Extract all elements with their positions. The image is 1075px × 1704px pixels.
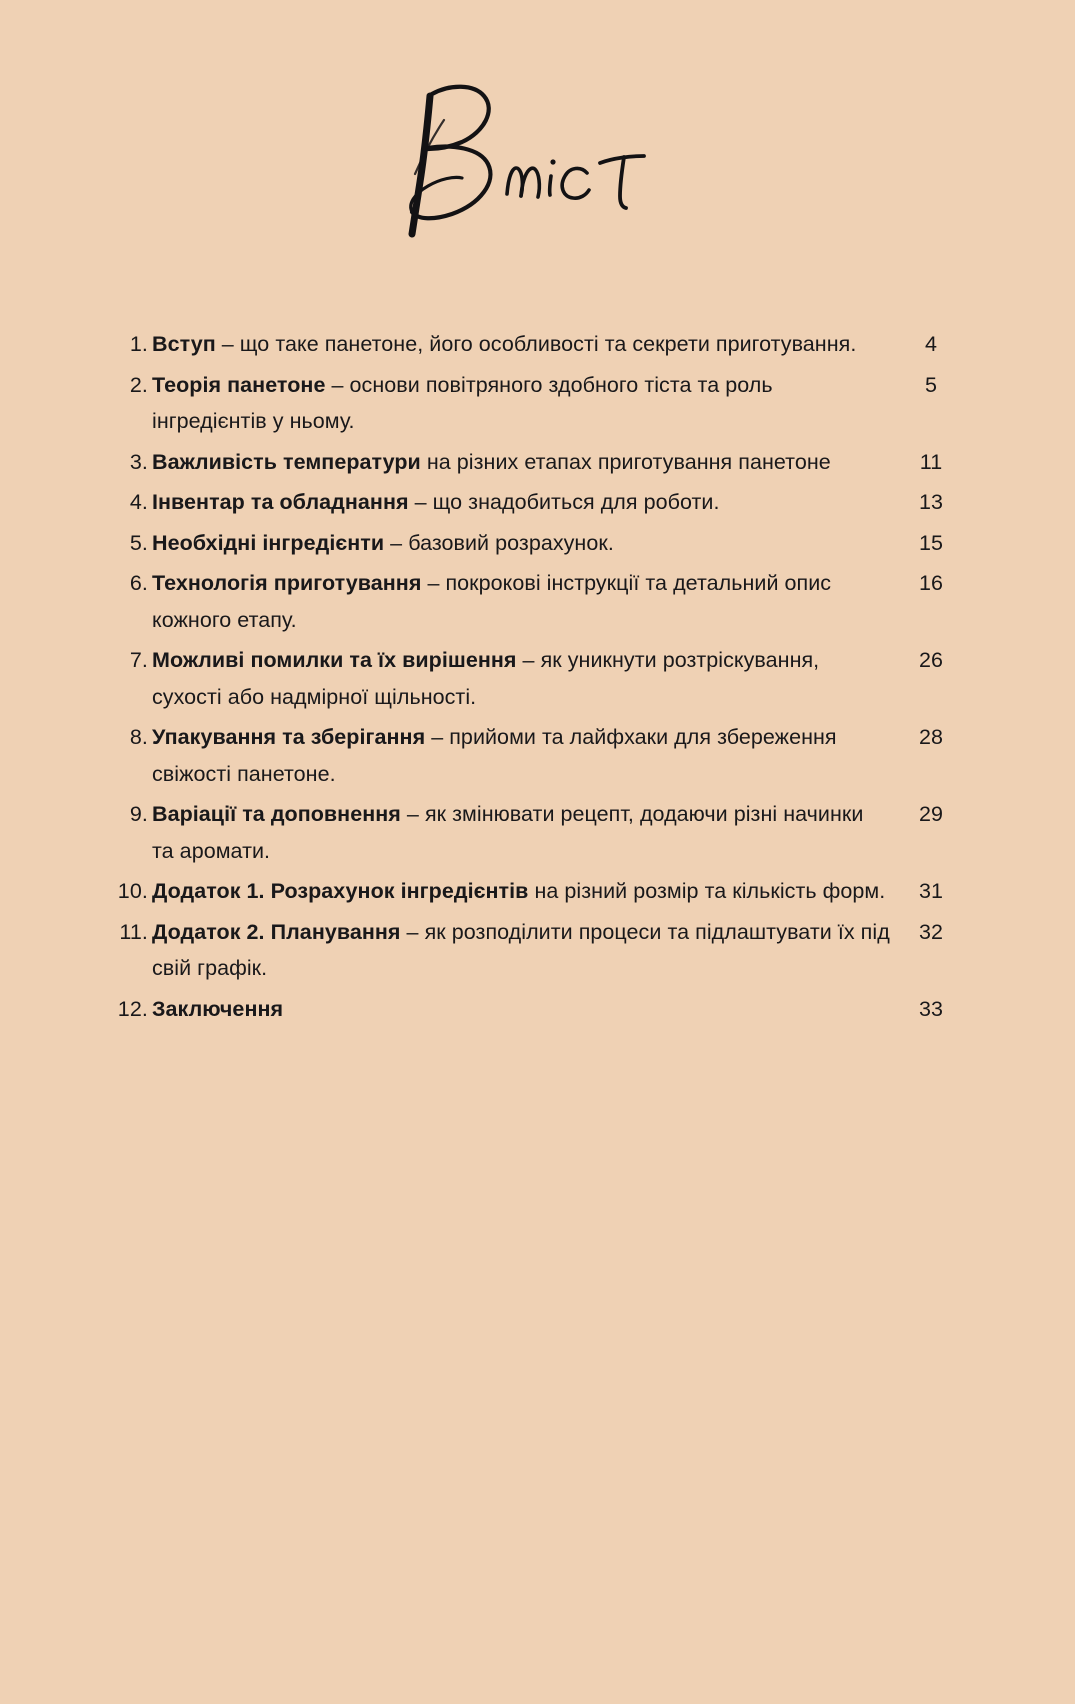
- toc-entry-text: [152, 719, 898, 792]
- toc-entry-description: – як змінювати рецепт, додаючи різні начинки та аромати.: [152, 802, 864, 863]
- toc-entry-title: Важливість температури: [152, 449, 421, 474]
- page-title: [0, 78, 1075, 268]
- toc-entry-page: 28: [918, 725, 944, 749]
- toc-entry-description: – покрокові інструкції та детальний опис кожного етапу.: [152, 571, 832, 632]
- toc-entry-text: [152, 642, 898, 715]
- toc-entry-description: – базовий розрахунок.: [384, 530, 614, 555]
- toc-entry-page: 5: [924, 372, 938, 397]
- toc-entry-title: Упакування та зберігання: [152, 725, 426, 749]
- toc-entry-text: [152, 484, 898, 521]
- toc-entry-number: 6.: [129, 571, 148, 595]
- toc-entry-page: 29: [918, 802, 944, 826]
- toc-entry-number: 7.: [129, 648, 148, 672]
- toc-entry-text: [152, 991, 898, 1028]
- toc-entry[interactable]: [112, 642, 964, 715]
- toc-entry-description: – як розподілити процеси та підлаштувати їх під свій графік.: [152, 919, 890, 980]
- toc-entry-number: 2.: [129, 372, 148, 397]
- toc-entry-title: Можливі помилки та їх вирішення: [152, 648, 517, 672]
- toc-entry-text: [152, 367, 898, 440]
- toc-entry-number: 4.: [129, 490, 148, 514]
- toc-entry-number: 1.: [129, 332, 148, 356]
- toc-entry-title: Варіації та доповнення: [152, 802, 401, 826]
- toc-entry-title: Теорія панетоне: [152, 372, 326, 397]
- toc-entry-page: 16: [918, 571, 944, 595]
- toc-entry-text: [152, 796, 898, 869]
- toc-entry-description: на різний розмір та кількість форм.: [528, 879, 886, 903]
- toc-entry[interactable]: [112, 719, 964, 792]
- toc-entry[interactable]: [112, 367, 964, 440]
- toc-entry[interactable]: [112, 991, 964, 1028]
- toc-entry-page: 26: [918, 648, 944, 672]
- title-script-artwork: [388, 78, 688, 268]
- toc-entry-text: [152, 914, 898, 987]
- toc-entry-text: [152, 444, 898, 481]
- toc-entry-number: 9.: [129, 802, 148, 826]
- toc-entry-description: на різних етапах приготування панетоне: [420, 449, 831, 474]
- toc-entry-title: Додаток 2. Планування: [152, 919, 401, 944]
- page-title-text: [537, 173, 538, 174]
- toc-entry[interactable]: [112, 796, 964, 869]
- toc-entry-number: 8.: [129, 725, 148, 749]
- toc-entry-description: – що таке панетоне, його особливості та секрети приготування.: [215, 332, 857, 356]
- toc-entry-page: 15: [918, 530, 944, 555]
- toc-entry-title: Інвентар та обладнання: [152, 490, 409, 514]
- toc-entry[interactable]: [112, 326, 964, 363]
- table-of-contents: [112, 326, 964, 1027]
- toc-entry-title: Додаток 1. Розрахунок інгредієнтів: [152, 879, 529, 903]
- toc-entry[interactable]: [112, 484, 964, 521]
- toc-entry[interactable]: [112, 914, 964, 987]
- toc-entry-title: Необхідні інгредієнти: [152, 530, 385, 555]
- toc-entry-page: 4: [924, 332, 938, 356]
- toc-entry-description: – основи повітряного здобного тіста та роль інгредієнтів у ньому.: [152, 372, 773, 433]
- toc-entry-page: 13: [918, 490, 944, 514]
- toc-entry-page: 31: [918, 879, 944, 903]
- toc-entry-title: Технологія приготування: [152, 571, 422, 595]
- toc-entry-description: – що знадобиться для роботи.: [408, 490, 720, 514]
- toc-entry-number: 10.: [117, 879, 148, 903]
- toc-entry[interactable]: [112, 444, 964, 481]
- toc-entry-text: [152, 565, 898, 638]
- toc-entry-description: – прийоми та лайфхаки для збереження свіжості панетоне.: [152, 725, 837, 786]
- toc-entry-page: 11: [919, 449, 943, 474]
- toc-entry-title: Вступ: [152, 332, 216, 356]
- toc-entry-number: 3.: [129, 449, 148, 474]
- toc-entry-number: 5.: [129, 530, 148, 555]
- toc-entry-text: [152, 326, 898, 363]
- toc-entry-text: [152, 525, 898, 562]
- toc-entry-text: [152, 873, 898, 910]
- toc-entry-description: – як уникнути розтріскування, сухості або надмірної щільності.: [152, 648, 820, 709]
- toc-entry[interactable]: [112, 525, 964, 562]
- toc-entry-page: 32: [918, 919, 944, 944]
- toc-entry-page: 33: [918, 996, 944, 1021]
- toc-entry-number: 12.: [117, 996, 148, 1021]
- toc-entry[interactable]: [112, 873, 964, 910]
- toc-entry-title: Заключення: [152, 996, 284, 1021]
- toc-entry[interactable]: [112, 565, 964, 638]
- toc-entry-number: 11.: [119, 919, 148, 944]
